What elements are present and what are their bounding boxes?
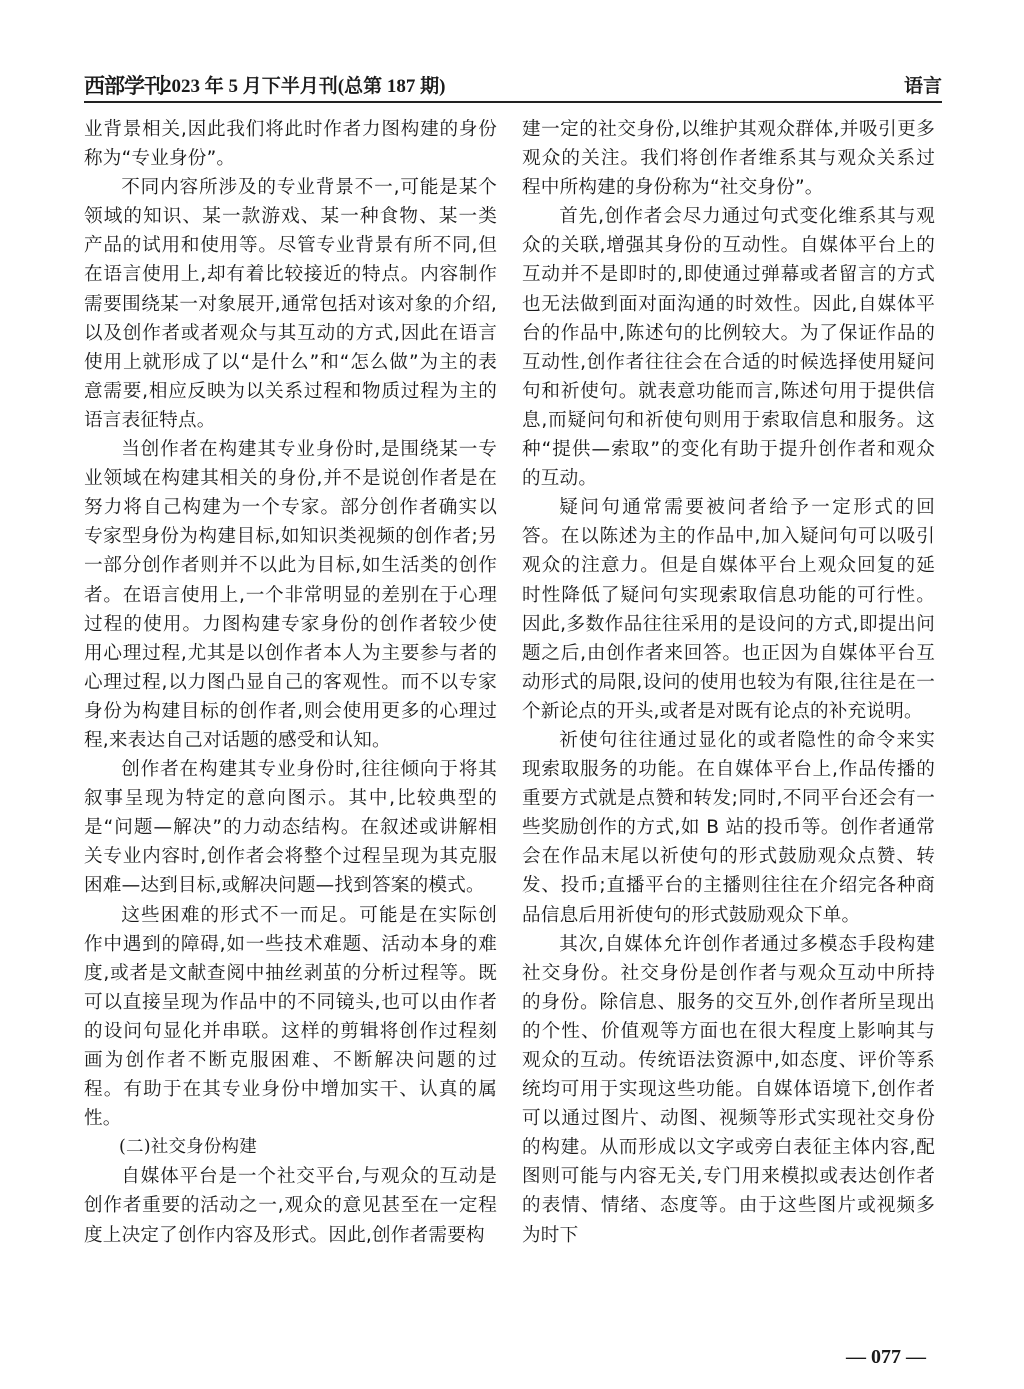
body-paragraph: 不同内容所涉及的专业背景不一,可能是某个领域的知识、某一款游戏、某一种食物、某一类产品的试用和使用等。尽管专业背景有所不同,但在语言使用上,却有着比较接近的特点。内容制作需要围绕某一对象展开,通常包括对该对象的介绍,以及创作者或者观众与其互动的方式,因此在语言使用上就形成了以“是什么”和“怎么做”为主的表意需要,相应反映为以关系过程和物质过程为主的语言表征特点。: [84, 177, 497, 431]
journal-logo: 西部学刊: [84, 73, 164, 98]
body-paragraph: 建一定的社交身份,以维护其观众群体,并吸引更多观众的关注。我们将创作者维系其与观众关系过程中所构建的身份称为“社交身份”。: [522, 119, 935, 199]
running-header: [84, 70, 942, 98]
body-paragraph: 创作者在构建其专业身份时,往往倾向于将其叙事呈现为特定的意向图示。其中,比较典型的是“问题—解决”的力动态结构。在叙述或讲解相关专业内容时,创作者会将整个过程呈现为其克服困难—达到目标,或解决问题—找到答案的模式。: [84, 759, 497, 897]
body-paragraph: 自媒体平台是一个社交平台,与观众的互动是创作者重要的活动之一,观众的意见甚至在一定程度上决定了创作内容及形式。因此,创作者需要构: [84, 1166, 497, 1246]
right-column: [522, 115, 935, 1250]
body-paragraph: 其次,自媒体允许创作者通过多模态手段构建社交身份。社交身份是创作者与观众互动中所持的身份。除信息、服务的交互外,创作者所呈现出的个性、价值观等方面也在很大程度上影响其与观众的互动。传统语法资源中,如态度、评价等系统均可用于实现这些功能。自媒体语境下,创作者可以通过图片、动图、视频等形式实现社交身份的构建。从而形成以文字或旁白表征主体内容,配图则可能与内容无关,专门用来模拟或表达创作者的表情、情绪、态度等。由于这些图片或视频多为时下: [522, 933, 935, 1246]
page-number: — 077 —: [846, 1346, 926, 1368]
body-paragraph: 当创作者在构建其专业身份时,是围绕某一专业领域在构建其相关的身份,并不是说创作者是在努力将自己构建为一个专家。部分创作者确实以专家型身份为构建目标,如知识类视频的创作者;另一部分创作者则并不以此为目标,如生活类的创作者。在语言使用上,一个非常明显的差别在于心理过程的使用。力图构建专家身份的创作者较少使用心理过程,尤其是以创作者本人为主要参与者的心理过程,以力图凸显自己的客观性。而不以专家身份为构建目标的创作者,则会使用更多的心理过程,来表达自己对话题的感受和认知。: [84, 439, 497, 751]
header-rule: [84, 101, 942, 103]
issue-info: 2023 年 5 月下半月刊(总第 187 期): [162, 76, 446, 97]
body-paragraph: 祈使句往往通过显化的或者隐性的命令来实现索取服务的功能。在自媒体平台上,作品传播的重要方式就是点赞和转发;同时,不同平台还会有一些奖励创作的方式,如 B 站的投币等。创作者通常会在作品末尾以祈使句的形式鼓励观众点赞、转发、投币;直播平台的主播则往往在介绍完各种商品信息后用祈使句的形式鼓励观众下单。: [522, 729, 935, 926]
body-paragraph: 这些困难的形式不一而足。可能是在实际创作中遇到的障碍,如一些技术难题、活动本身的难度,或者是文献查阅中抽丝剥茧的分析过程等。既可以直接呈现为作品中的不同镜头,也可以由作者的设问句显化并串联。这样的剪辑将创作过程刻画为创作者不断克服困难、不断解决问题的过程。有助于在其专业身份中增加实干、认真的属性。: [84, 904, 497, 1130]
section-subheading: (二)社交身份构建: [119, 1137, 257, 1158]
section-label: 语言: [903, 75, 942, 97]
body-paragraph: 业背景相关,因此我们将此时作者力图构建的身份称为“专业身份”。: [84, 119, 497, 170]
body-paragraph: 首先,创作者会尽力通过句式变化维系其与观众的关联,增强其身份的互动性。自媒体平台上的互动并不是即时的,即使通过弹幕或者留言的方式也无法做到面对面沟通的时效性。因此,自媒体平台的作品中,陈述句的比例较大。为了保证作品的互动性,创作者往往会在合适的时候选择使用疑问句和祈使句。就表意功能而言,陈述句用于提供信息,而疑问句和祈使句则用于索取信息和服务。这种“提供—索取”的变化有助于提升创作者和观众的互动。: [522, 206, 935, 490]
body-paragraph: 疑问句通常需要被问者给予一定形式的回答。在以陈述为主的作品中,加入疑问句可以吸引观众的注意力。但是自媒体平台上观众回复的延时性降低了疑问句实现索取信息功能的可行性。因此,多数作品往往采用的是设问的方式,即提出问题之后,由创作者来回答。也正因为自媒体平台互动形式的局限,设问的使用也较为有限,往往是在一个新论点的开头,或者是对既有论点的补充说明。: [522, 497, 935, 722]
left-column: [84, 115, 497, 1250]
